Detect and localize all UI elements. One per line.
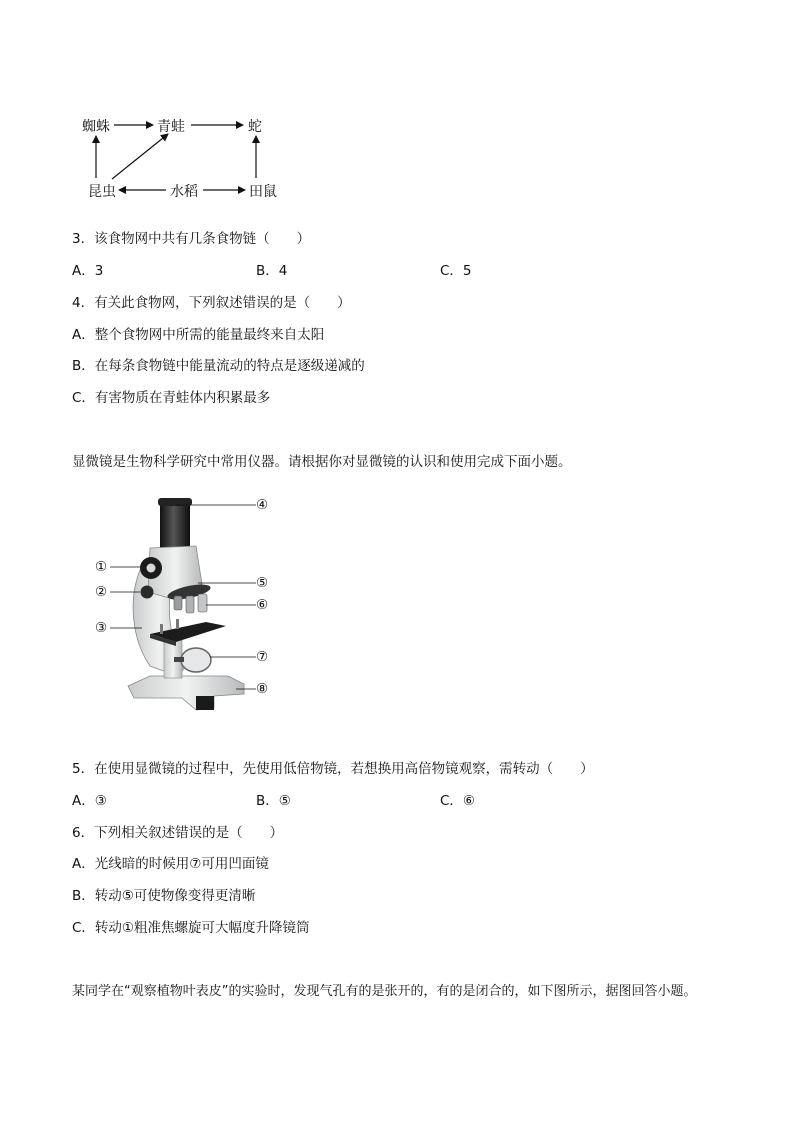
stomata-intro: 某同学在“观察植物叶表皮”的实验时，发现气孔有的是张开的，有的是闭合的，如下图所示，据图回答小题。 xyxy=(72,984,697,999)
question-4-option-a: A．整个食物网中所需的能量最终来自太阳 xyxy=(72,327,325,343)
label-7: ⑦ xyxy=(256,649,269,665)
label-5: ⑤ xyxy=(256,575,269,591)
label-4: ④ xyxy=(256,497,269,513)
question-4-option-c: C．有害物质在青蛙体内积累最多 xyxy=(72,390,271,406)
question-6-option-a: A．光线暗的时候用⑦可用凹面镜 xyxy=(72,856,269,872)
question-6-stem: 6．下列相关叙述错误的是（ ） xyxy=(72,825,284,841)
label-3: ③ xyxy=(95,620,108,636)
question-5-stem: 5．在使用显微镜的过程中，先使用低倍物镜，若想换用高倍物镜观察，需转动（ ） xyxy=(72,761,594,777)
question-3-option-b: B．4 xyxy=(256,263,288,279)
question-5-option-c: C．⑥ xyxy=(440,793,476,809)
node-rice: 水稻 xyxy=(170,184,198,200)
question-6-option-c: C．转动①粗准焦螺旋可大幅度升降镜筒 xyxy=(72,920,310,936)
node-frog: 青蛙 xyxy=(157,119,185,135)
question-6-option-b: B．转动⑤可使物像变得更清晰 xyxy=(72,888,256,904)
label-8: ⑧ xyxy=(256,681,269,697)
node-field-mouse: 田鼠 xyxy=(249,184,277,200)
question-3-option-a: A．3 xyxy=(72,263,104,279)
label-1: ① xyxy=(95,559,108,575)
label-6: ⑥ xyxy=(256,597,269,613)
node-snake: 蛇 xyxy=(248,119,262,135)
label-2: ② xyxy=(95,584,108,600)
question-4-option-b: B．在每条食物链中能量流动的特点是逐级递减的 xyxy=(72,358,365,374)
node-spider: 蜘蛛 xyxy=(82,119,110,135)
question-4-stem: 4．有关此食物网，下列叙述错误的是（ ） xyxy=(72,295,351,311)
question-5-option-a: A．③ xyxy=(72,793,107,809)
question-3-option-c: C．5 xyxy=(440,263,472,279)
question-3-stem: 3．该食物网中共有几条食物链（ ） xyxy=(72,231,311,247)
microscope-intro: 显微镜是生物科学研究中常用仪器。请根据你对显微镜的认识和使用完成下面小题。 xyxy=(72,454,572,470)
question-5-option-b: B．⑤ xyxy=(256,793,291,809)
node-insect: 昆虫 xyxy=(88,184,116,200)
